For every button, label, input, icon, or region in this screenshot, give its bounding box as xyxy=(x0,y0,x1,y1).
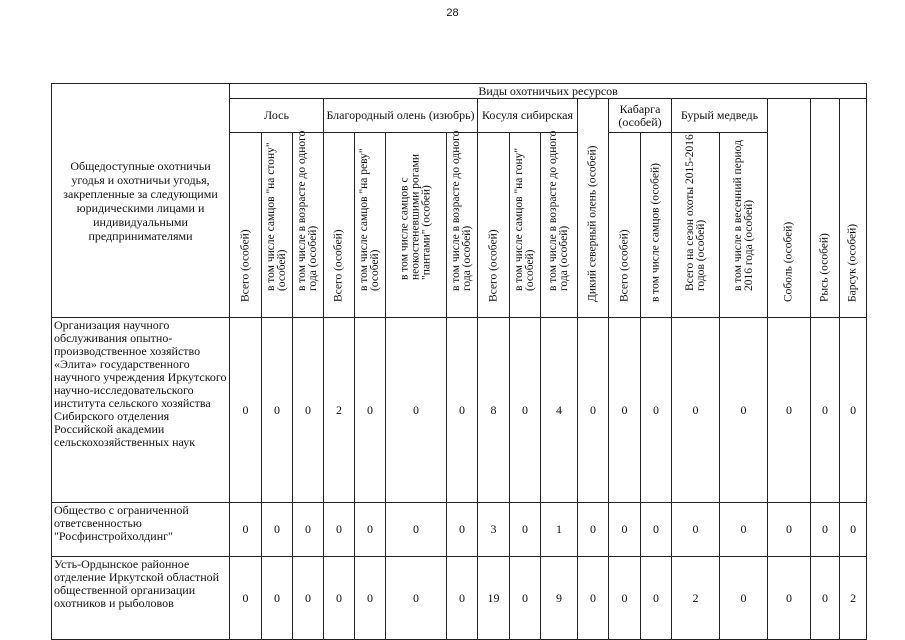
org-name-cell: Общество с ограниченной ответсвенностью "Росфинстройхолдинг" xyxy=(52,503,230,557)
value-cell: 0 xyxy=(840,503,867,557)
value-cell: 0 xyxy=(609,557,641,640)
col-header-los-males: в том числе самцов "на стону" (особей) xyxy=(262,133,293,318)
value-cell: 3 xyxy=(478,503,510,557)
value-cell: 0 xyxy=(386,503,447,557)
value-cell: 0 xyxy=(811,503,840,557)
value-cell: 0 xyxy=(609,318,641,503)
table-row xyxy=(52,557,867,640)
value-cell: 0 xyxy=(293,318,324,503)
org-name-cell: Усть-Ордынское районное отделение Иркутской областной общественной организации охотников и рыболовов xyxy=(52,557,230,640)
value-cell: 0 xyxy=(324,557,355,640)
value-cell: 0 xyxy=(768,503,811,557)
col-header-olen-panty: в том числе самцов с неокостеневшими рогами "пантами" (особей) xyxy=(386,133,447,318)
value-cell: 0 xyxy=(811,557,840,640)
value-cell: 0 xyxy=(609,503,641,557)
group-header-olen: Благородный олень (изюбрь) xyxy=(324,99,478,133)
value-cell: 0 xyxy=(447,557,478,640)
group-header-kabarga: Кабарга (особей) xyxy=(609,99,672,133)
col-header-kos-young: в том числе в возрасте до одного года (особей) xyxy=(541,133,578,318)
value-cell: 0 xyxy=(230,318,262,503)
value-cell: 2 xyxy=(840,557,867,640)
value-cell: 0 xyxy=(510,503,541,557)
org-column-header: Общедоступные охотничьи угодья и охотничьи угодья, закрепленные за следующими юридическими лицами и индивидуальными предпринимателями xyxy=(52,84,230,318)
value-cell: 0 xyxy=(510,318,541,503)
col-header-kab-males: в том числе самцов (особей) xyxy=(641,133,672,318)
group-header-medved: Бурый медведь xyxy=(672,99,768,133)
value-cell: 0 xyxy=(720,503,768,557)
value-cell: 0 xyxy=(262,318,293,503)
table-row xyxy=(52,503,867,557)
value-cell: 0 xyxy=(262,503,293,557)
value-cell: 4 xyxy=(541,318,578,503)
group-header-kosulya: Косуля сибирская xyxy=(478,99,578,133)
value-cell: 8 xyxy=(478,318,510,503)
value-cell: 2 xyxy=(324,318,355,503)
col-header-dikiy: Дикий северный олень (особей) xyxy=(578,99,609,318)
value-cell: 0 xyxy=(768,557,811,640)
value-cell: 0 xyxy=(641,318,672,503)
value-cell: 0 xyxy=(768,318,811,503)
value-cell: 0 xyxy=(840,318,867,503)
value-cell: 0 xyxy=(230,503,262,557)
col-header-kos-males: в том числе самцов "на гону" (особей) xyxy=(510,133,541,318)
value-cell: 0 xyxy=(355,318,386,503)
value-cell: 0 xyxy=(447,318,478,503)
value-cell: 0 xyxy=(293,503,324,557)
value-cell: 1 xyxy=(541,503,578,557)
value-cell: 0 xyxy=(578,557,609,640)
col-header-med-season: Всего на сезон охоты 2015-2016 годов (особей) xyxy=(672,133,720,318)
species-header: Виды охотничьих ресурсов xyxy=(230,84,867,99)
hunting-resources-table xyxy=(51,83,867,640)
col-header-olen-total: Всего (особей) xyxy=(324,133,355,318)
col-header-kab-total: Всего (особей) xyxy=(609,133,641,318)
col-header-olen-males: в том числе самцов "на реву" (особей) xyxy=(355,133,386,318)
col-header-med-spring: в том числе в весенний период 2016 года (особей) xyxy=(720,133,768,318)
value-cell: 0 xyxy=(720,318,768,503)
value-cell: 2 xyxy=(672,557,720,640)
value-cell: 0 xyxy=(262,557,293,640)
value-cell: 0 xyxy=(578,318,609,503)
value-cell: 0 xyxy=(230,557,262,640)
value-cell: 0 xyxy=(672,503,720,557)
col-header-olen-young: в том числе в возрасте до одного года (особей) xyxy=(447,133,478,318)
org-name-cell: Организация научного обслуживания опытно-производственное хозяйство «Элита» государственного научного учреждения Иркутского научно-исследовательского института сельского хозяйства Сибирского отделения Российской академии сельскохозяйственных наук xyxy=(52,318,230,503)
col-header-rys: Рысь (особей) xyxy=(811,99,840,318)
col-header-barsuk: Барсук (особей) xyxy=(840,99,867,318)
col-header-kos-total: Всего (особей) xyxy=(478,133,510,318)
value-cell: 0 xyxy=(578,503,609,557)
group-header-los: Лось xyxy=(230,99,324,133)
value-cell: 0 xyxy=(447,503,478,557)
value-cell: 0 xyxy=(355,557,386,640)
value-cell: 0 xyxy=(293,557,324,640)
value-cell: 0 xyxy=(720,557,768,640)
table-row xyxy=(52,318,867,503)
value-cell: 0 xyxy=(672,318,720,503)
value-cell: 9 xyxy=(541,557,578,640)
value-cell: 0 xyxy=(386,557,447,640)
value-cell: 19 xyxy=(478,557,510,640)
col-header-los-young: в том числе в возрасте до одного года (особей) xyxy=(293,133,324,318)
page-number: 28 xyxy=(446,7,459,19)
value-cell: 0 xyxy=(324,503,355,557)
value-cell: 0 xyxy=(811,318,840,503)
value-cell: 0 xyxy=(641,503,672,557)
col-header-sobol: Соболь (особей) xyxy=(768,99,811,318)
value-cell: 0 xyxy=(641,557,672,640)
value-cell: 0 xyxy=(386,318,447,503)
value-cell: 0 xyxy=(355,503,386,557)
col-header-los-total: Всего (особей) xyxy=(230,133,262,318)
value-cell: 0 xyxy=(510,557,541,640)
